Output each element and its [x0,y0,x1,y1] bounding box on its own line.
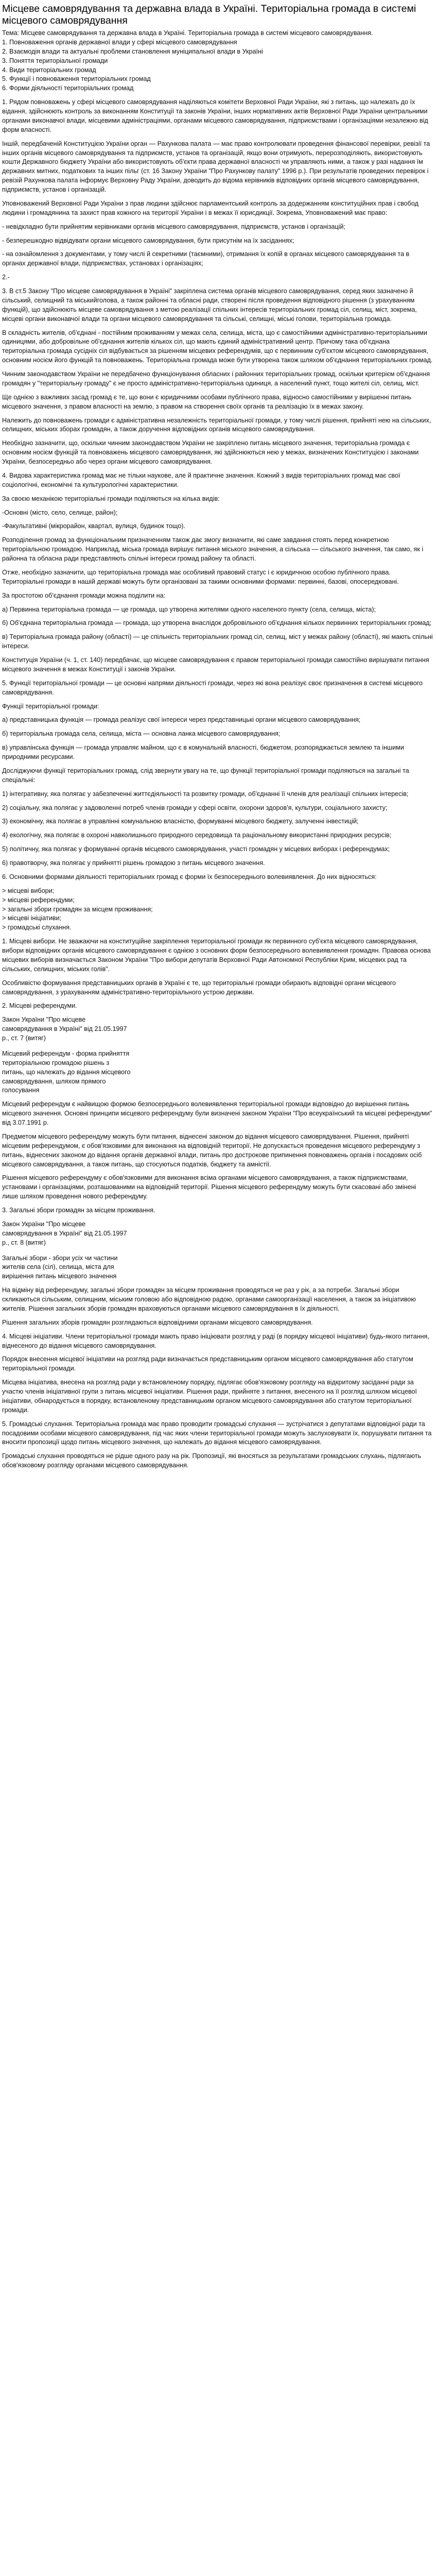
document-title: Місцеве самоврядування та державна влада в Україні. Територіальна громада в системі місцевого самоврядування [2,3,416,26]
text-line: 2. Взаємодія влади та актуальні проблеми становлення муніципальної влади в Україні [2,47,263,55]
paragraph: - невідкладно бути прийнятим керівниками органів місцевого самоврядування, підприємств, установ і організацій; [2,223,345,230]
paragraph: Чинним законодавством України не передбачено функціонування обласних і районних територіальних громад, оскільки критерієм об'єднання громадян у "територіальну громаду" є не просто адміністративно-територіальна одиниця, а населений пункт, тощо жителі сіл, селищ, міст. [2,370,430,387]
paragraph: Рішення загальних зборів громадян розглядаються відповідними органами місцевого самоврядування. [2,1318,313,1326]
paragraph: За своєю механікою територіальні громади поділяються на кілька видів: [2,495,220,502]
line-list [2,887,433,933]
paragraph: Необхідно зазначити, що, оскільки чинним законодавством України не закріплено питань місцевого значення, територіальна громада є основним носієм функцій та повноважень місцевого самоврядування, які здійснюються нею у межах, визначених Конституцією і законами України, безпосередньо або через органи місцевого самоврядування. [2,439,419,465]
paragraph: 4. Місцеві ініціативи. Члени територіальної громади мають право ініціювати розгляд у раді (в порядку місцевої ініціативи) будь-якого питання, віднесеного до відання місцевого самоврядування. [2,1332,429,1349]
paragraph: 1. Рядом повноважень у сфері місцевого самоврядування наділяються комітети Верховної Ради України, які з питань, що належать до їх відання, здійснюють контроль за виконанням Конституції та законів України, інших нормативних актів Верховної Ради України центральними органами виконавчої влади, місцевими адміністраціями, органами місцевого самоврядування, підприємствами і організаціями незалежно від форм власності. [2,98,428,133]
paragraph: Іншій, передбаченій Конституцією України орган — Рахункова палата — має право контролювати проведення фінансової перевірки, ревізії та інших органів місцевого самоврядування та підприємств, установ та організацій, якщо вони отримують, перерозподіляють, використовують кошти Державного бюджету України або використовують об'єкти права державної власності чи управляють ними, а також у разі надання їм державних митних, податкових та інших пільг (ст. 16 Закону України "Про Рахункову палату" 1996 р.). При результатів проведених перевірок і ревізій Рахункова палата інформує Верховну Раду України, доводить до відома керівників відповідних органів місцевого самоврядування, підприємств, установ і організацій. [2,140,430,193]
paragraph: -Основні (місто, село, селище, район); [2,509,118,516]
text-line: 5. Функції і повноваження територіальних громад [2,75,151,83]
paragraph: 4) екологічну, яка полягає в охороні навколишнього природного середовища та раціональному використанні природних ресурсів; [2,832,392,839]
text-line: > місцеві вибори; [2,887,55,894]
paragraph: 5. Громадські слухання. Територіальна громада має право проводити громадські слухання — зустрічатися з депутатами відповідної ради та посадовими особами місцевого самоврядування, під час яких члени територіальної громади можуть заслуховувати їх, порушувати питання та вносити пропозиції щодо питань місцевого значення, що належать до відання місцевого самоврядування. [2,1420,432,1446]
text-line: > громадські слухання. [2,924,72,931]
paragraph: На відміну від референдуму, загальні збори громадян за місцем проживання проводяться не раз у рік, а за потреби. Загальні збори скликаються сільським, селищним, міським головою або відповідною радою, органами самоорганізації населення, а також за ініціативою жителів. Рішення загальних зборів громадян враховуються органами місцевого самоврядування в їх діяльності. [2,1286,416,1312]
paragraph: в) управлінська функція — громада управляє майном, що є в комунальній власності, бюджетом, розпоряджається землею та іншими природними ресурсами. [2,744,404,760]
paragraph: а) Первинна територіальна громада — це громада, що утворена жителями одного населеного пункту (села, селища, міста); [2,605,376,613]
text-line: Загальні збори - збори усіх чи частини жителів села (сіл), селища, міста для вирішення питань місцевого значення [2,1254,118,1280]
paragraph: б) Об'єднана територіальна громада — громада, що утворена внаслідок добровільного об'єднання кількох первинних територіальних громад; [2,619,432,627]
paragraph: Громадські слухання проводяться не рідше одного разу на рік. Пропозиції, які вносяться за результатами громадських слухань, підлягають обов'язковому розгляду органами місцевого самоврядування. [2,1452,422,1469]
paragraph: - на ознайомлення з документами, у тому числі й секретними (таємними), отримання їх копій в органах місцевого самоврядування та в органах державної влади, підприємствах, установах і організаціях; [2,250,410,267]
paragraph: б) територіальна громада села, селища, міста — основна ланка місцевого самоврядування; [2,730,281,738]
text-line: > місцеві ініціативи; [2,914,61,922]
text-line [2,1043,131,1049]
paragraph: 3) економічну, яка полягає в управлінні комунальною власністю, формуванні місцевого бюджету, залученні інвестицій; [2,818,359,825]
paragraph: За простотою об'єднання громади можна поділити на: [2,591,166,599]
paragraph: Розподілення громад за функціональним призначенням також дає змогу визначити, які саме завдання стоять перед конкретною територіальною громадою. Наприклад, міська громада вирішує питання міського значення, а сільська — сільського значення, так само, як і районна та обласна ради представляють спільні інтереси громад району та області. [2,536,424,562]
paragraph: Ще однією з важливих засад громад є те, що вони є юридичними особами публічного права, відносно самостійними у вирішенні питань місцевого значення, з правом власності на землю, з правом на створення своїх органів та реалізацію їх в межах закону. [2,393,412,410]
paragraph: -Факультативні (мікрорайон, квартал, вулиця, будинок тощо). [2,522,185,530]
paragraph: 3. В ст.5 Закону "Про місцеве самоврядування в Україні" закріплена система органів місцевого самоврядування, серед яких зазначено й сільський, селищний та міськийголова, а також районні та обласні ради, створені після проведення відповідного рішення (з урахуванням функцій), що здійснюють місцеве самоврядування з метою реалізації спільних інтересів територіальних громад сіл, селищ, міст, зокрема, місцеві органи виконавчої влади та органи місцевого самоврядування та сільські, селищні, міські голови, територіальна громада. [2,287,417,323]
law-excerpt [2,1015,131,1095]
paragraph: 3. Загальні збори громадян за місцем проживання. [2,1207,155,1214]
line-list [2,29,433,93]
text-line: 6. Форми діяльності територіальних громад [2,84,134,92]
paragraph: Конституція України (ч. 1, ст. 140) передбачає, що місцеве самоврядування є правом територіальної громади самостійно вирішувати питання місцевого значення в межах Конституції і законів України. [2,656,429,673]
text-line: > загальні збори громадян за місцем проживання; [2,905,153,913]
paragraph: Досліджуючи функції територіальних громад, слід звернути увагу на те, що функції територіальної громади поділяються на загальні та спеціальні: [2,767,409,784]
paragraph: 1. Місцеві вибори. Не зважаючи на конституційне закріплення територіальної громади як первинного суб'єкта місцевого самоврядування, вибори відповідних органів місцевого самоврядування є однією з основних форм безпосереднього волевиявлення громадян. Правова основа місцевих виборів визначається Законом України "Про вибори депутатів Верховної Ради Автономної Республіки Крим, місцевих рад та сільських, селищних, міських голів". [2,938,431,973]
paragraph: 6. Основними формами діяльності територіальних громад є форми їх безпосереднього волевиявлення. До них відносяться: [2,873,377,880]
paragraph: Місцева ініціатива, внесена на розгляд ради у встановленому порядку, підлягає обов'язковому розгляду на відкритому засіданні ради за участю членів ініціативної групи з питань місцевої ініціативи. Рішення ради, прийняте з питання, внесеного на її розгляд шляхом місцевої ініціативи, обнародується в порядку, встановленому представницьким органом місцевого самоврядування або статутом територіальної громади. [2,1379,417,1414]
text-line: 1. Повноваження органів державної влади у сфері місцевого самоврядування [2,38,237,46]
paragraph: 2.- [2,274,10,281]
paragraph: 5) політичну, яка полягає у формуванні органів місцевого самоврядування, участі громадян у місцевих виборах і референдумах; [2,845,390,853]
paragraph: В складність жителів, об'єднані - постійним проживанням у межах села, селища, міста, що є самостійними адміністративно-територіальними одиницями, або добровільне об'єднання жителів кількох сіл, що мають єдиний адміністративний центр. Причому така об'єднана територіальна громада сусідніх сіл відбувається за рішенням місцевих референдумів, що є первинним суб'єктом місцевого самоврядування, основним носієм його функцій та повноважень. Територіальна громада може бути утворена також шляхом об'єднання територіальних громад. [2,329,433,364]
paragraph: а) представницька функція — громада реалізує свої інтереси через представницькі органи місцевого самоврядування; [2,716,361,724]
paragraph: в) Територіальна громада району (області) — це спільність територіальних громад сіл, селищ, міст у межах району (області), які мають спільні інтереси. [2,633,433,650]
text-line: 4. Види територіальних громад [2,66,96,74]
paragraph: - безперешкодно відвідувати органи місцевого самоврядування, бути присутнім на їх засіданнях; [2,236,294,244]
paragraph: 5. Функції територіальної громади — це основні напрями діяльності громади, через які вона реалізує своє призначення в системі місцевого самоврядування. [2,679,423,696]
text-line: Тема: Місцеве самоврядування та державна влада в Україні. Територіальна громада в системі місцевого самоврядування. [2,29,373,37]
paragraph: Отже, необхідно зазначити, що територіальна громада має особливий правовий статус і є юридичною особою публічного права. Територіальні громади в нашій державі можуть бути організовані за такими основними формами: первинні, базові, опосередковані. [2,568,399,585]
text-line: Закон України "Про місцеве самоврядування в Україні" від 21.05.1997 р., ст. 7 (витяг) [2,1016,127,1042]
paragraph: Належить до повноважень громади є адміністративна незалежність територіальної громади, у тому числі рішення, прийняті нею на сільських, селищних, міських зборах громадян, а також доручення відповідних органів місцевого самоврядування. [2,416,431,433]
paragraph: Особливістю формування представницьких органів в Україні є те, що територіальні громади обирають відповідні органи місцевого самоврядування, з урахуванням адміністративно-територіального устрою держави. [2,979,396,996]
text-line: Закон України "Про місцеве самоврядування в Україні" від 21.05.1997 р., ст. 8 (витяг) [2,1220,127,1246]
law-excerpt [2,1220,131,1281]
text-line: 3. Поняття територіальної громади [2,57,108,64]
paragraph: Предметом місцевого референдуму можуть бути питання, віднесені законом до відання місцевого самоврядування. Рішення, прийняті місцевим референдумом, є обов'язковими для виконання на відповідній території. Не допускається проведення місцевого референдуму з питань, віднесених законом до відання органів державної влади, питань про дострокове припинення повноважень органів і посадових осіб місцевого самоврядування, а також питань, що стосуються податків, бюджету та амністії. [2,1132,422,1168]
paragraph: 2) соціальну, яка полягає у задоволенні потреб членів громади у сфері освіти, охорони здоров'я, культури, соціального захисту; [2,804,388,811]
paragraph: 4. Видова характеристика громад має не тільки наукове, але й практичне значення. Кожний з видів територіальних громад має свої соціологічні, економічні та культурологічні характеристики. [2,471,400,488]
paragraph: 6) правотворчу, яка полягає у прийнятті рішень громадою з питань місцевого значення. [2,859,265,867]
text-line: Місцевий референдум - форма прийняття територіальною громадою рішень з питань, що належать до відання місцевого самоврядування, шляхом прямого голосування [2,1049,131,1094]
text-line: > місцеві референдуми; [2,896,75,904]
paragraph: Місцевий референдум є найвищою формою безпосереднього волевиявлення територіальної громади відповідно до вирішення питань місцевого значення. Основні принципи місцевого референдуму були визначені законом України "Про всеукраїнський та місцеві референдуми" від 3.07.1991 р. [2,1100,432,1126]
text-line [2,1248,131,1254]
paragraph: Уповноважений Верховної Ради України з прав людини здійснює парламентський контроль за додержанням конституційних прав і свобод людини і громадянина та захист прав кожного на території України і в межах її юрисдикції. Зокрема, Уповноважений має право: [2,199,418,216]
paragraph: Функції територіальної громади: [2,702,99,710]
document-body [2,29,433,1470]
paragraph: 2. Місцеві референдуми. [2,1002,77,1010]
paragraph: 1) інтегративну, яка полягає у забезпеченні життєдіяльності та розвитку громади, об'єднанні її членів для реалізації спільних інтересів; [2,790,409,798]
paragraph: Порядок внесення місцевої ініціативи на розгляд ради визначається представницьким органом місцевого самоврядування або статутом територіальної громади. [2,1355,413,1372]
paragraph: Рішення місцевого референдуму є обов'язковими для виконання всіма органами місцевого самоврядування, а також підприємствами, установами і організаціями, розташованими на відповідній території. Рішення місцевого референдуму можуть бути скасовані або змінені лише шляхом проведення нового референдуму. [2,1174,416,1200]
